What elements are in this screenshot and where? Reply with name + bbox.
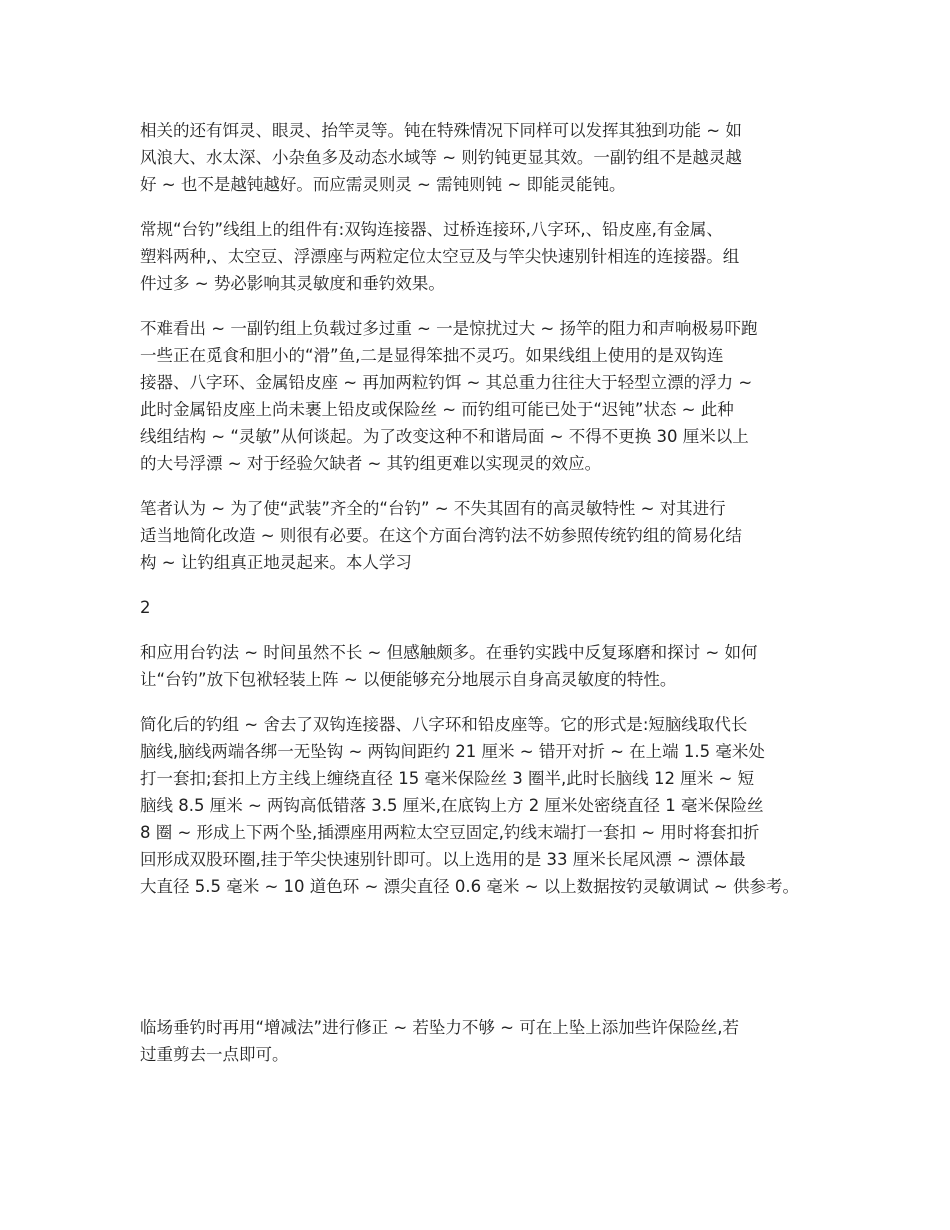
paragraph-4 (140, 495, 820, 576)
text-line: 脑线,脑线两端各绑一无坠钩 ~ 两钩间距约 21 厘米 ~ 错开对折 ~ 在上端 1.5 毫米处 (140, 742, 765, 761)
text-line: 的大号浮漂 ~ 对于经验欠缺者 ~ 其钓组更难以实现灵的效应。 (140, 454, 602, 473)
text-line: 8 圈 ~ 形成上下两个坠,插漂座用两粒太空豆固定,钓线末端打一套扣 ~ 用时将套扣折 (140, 823, 760, 842)
text-line: 打一套扣;套扣上方主线上缠绕直径 15 毫米保险丝 3 圈半,此时长脑线 12 厘米 ~ 短 (140, 769, 755, 788)
text-line: 适当地简化改造 ~ 则很有必要。在这个方面台湾钓法不妨参照传统钓组的简易化结 (140, 526, 742, 545)
text-line: 风浪大、水太深、小杂鱼多及动态水域等 ~ 则钓钝更显其效。一副钓组不是越灵越 (140, 148, 742, 167)
paragraph-7 (140, 1014, 820, 1068)
text-line: 过重剪去一点即可。 (140, 1045, 289, 1064)
text-line: 临场垂钓时再用“增减法”进行修正 ~ 若坠力不够 ~ 可在上坠上添加些许保险丝,若 (140, 1018, 739, 1037)
blank-space (140, 918, 820, 1014)
paragraph-1 (140, 117, 820, 198)
text-line: 接器、八字环、金属铅皮座 ~ 再加两粒钓饵 ~ 其总重力往往大于轻型立漂的浮力 ~ (140, 373, 753, 392)
text-line: 相关的还有饵灵、眼灵、抬竿灵等。钝在特殊情况下同样可以发挥其独到功能 ~ 如 (140, 121, 742, 140)
paragraph-3 (140, 315, 820, 477)
text-line: 构 ~ 让钓组真正地灵起来。本人学习 (140, 553, 412, 572)
paragraph-2 (140, 216, 820, 297)
text-line: 塑料两种,、太空豆、浮漂座与两粒定位太空豆及与竿尖快速别针相连的连接器。组 (140, 247, 740, 266)
text-line: 脑线 8.5 厘米 ~ 两钩高低错落 3.5 厘米,在底钩上方 2 厘米处密绕直径 1 毫米保险丝 (140, 796, 764, 815)
text-line: 回形成双股环圈,挂于竿尖快速别针即可。以上选用的是 33 厘米长尾风漂 ~ 漂体最 (140, 850, 746, 869)
text-line: 此时金属铅皮座上尚未裹上铅皮或保险丝 ~ 而钓组可能已处于“迟钝”状态 ~ 此种 (140, 400, 734, 419)
text-line: 简化后的钓组 ~ 舍去了双钩连接器、八字环和铅皮座等。它的形式是:短脑线取代长 (140, 715, 748, 734)
text-line: 大直径 5.5 毫米 ~ 10 道色环 ~ 漂尖直径 0.6 毫米 ~ 以上数据按钓灵敏调试 ~ 供参考。 (140, 877, 799, 896)
document-page (140, 117, 820, 1086)
text-line: 好 ~ 也不是越钝越好。而应需灵则灵 ~ 需钝则钝 ~ 即能灵能钝。 (140, 175, 626, 194)
text-line: 线组结构 ~ “灵敏”从何谈起。为了改变这种不和谐局面 ~ 不得不更换 30 厘米以上 (140, 427, 749, 446)
text-line: 笔者认为 ~ 为了使“武装”齐全的“台钓” ~ 不失其固有的高灵敏特性 ~ 对其进行 (140, 499, 726, 518)
paragraph-5 (140, 639, 820, 693)
text-line: 件过多 ~ 势必影响其灵敏度和垂钓效果。 (140, 274, 445, 293)
text-line: 不难看出 ~ 一副钓组上负载过多过重 ~ 一是惊扰过大 ~ 扬竿的阻力和声响极易吓跑 (140, 319, 758, 338)
page-number: 2 (140, 598, 151, 617)
text-line: 一些正在觅食和胆小的“滑”鱼,二是显得笨拙不灵巧。如果线组上使用的是双钩连 (140, 346, 724, 365)
text-line: 让“台钓”放下包袱轻装上阵 ~ 以便能够充分地展示自身高灵敏度的特性。 (140, 670, 677, 689)
text-line: 常规“台钓”线组上的组件有:双钩连接器、过桥连接环,八字环,、铅皮座,有金属、 (140, 220, 723, 239)
paragraph-6 (140, 711, 820, 900)
text-line: 和应用台钓法 ~ 时间虽然不长 ~ 但感触颇多。在垂钓实践中反复琢磨和探讨 ~ 如何 (140, 643, 758, 662)
